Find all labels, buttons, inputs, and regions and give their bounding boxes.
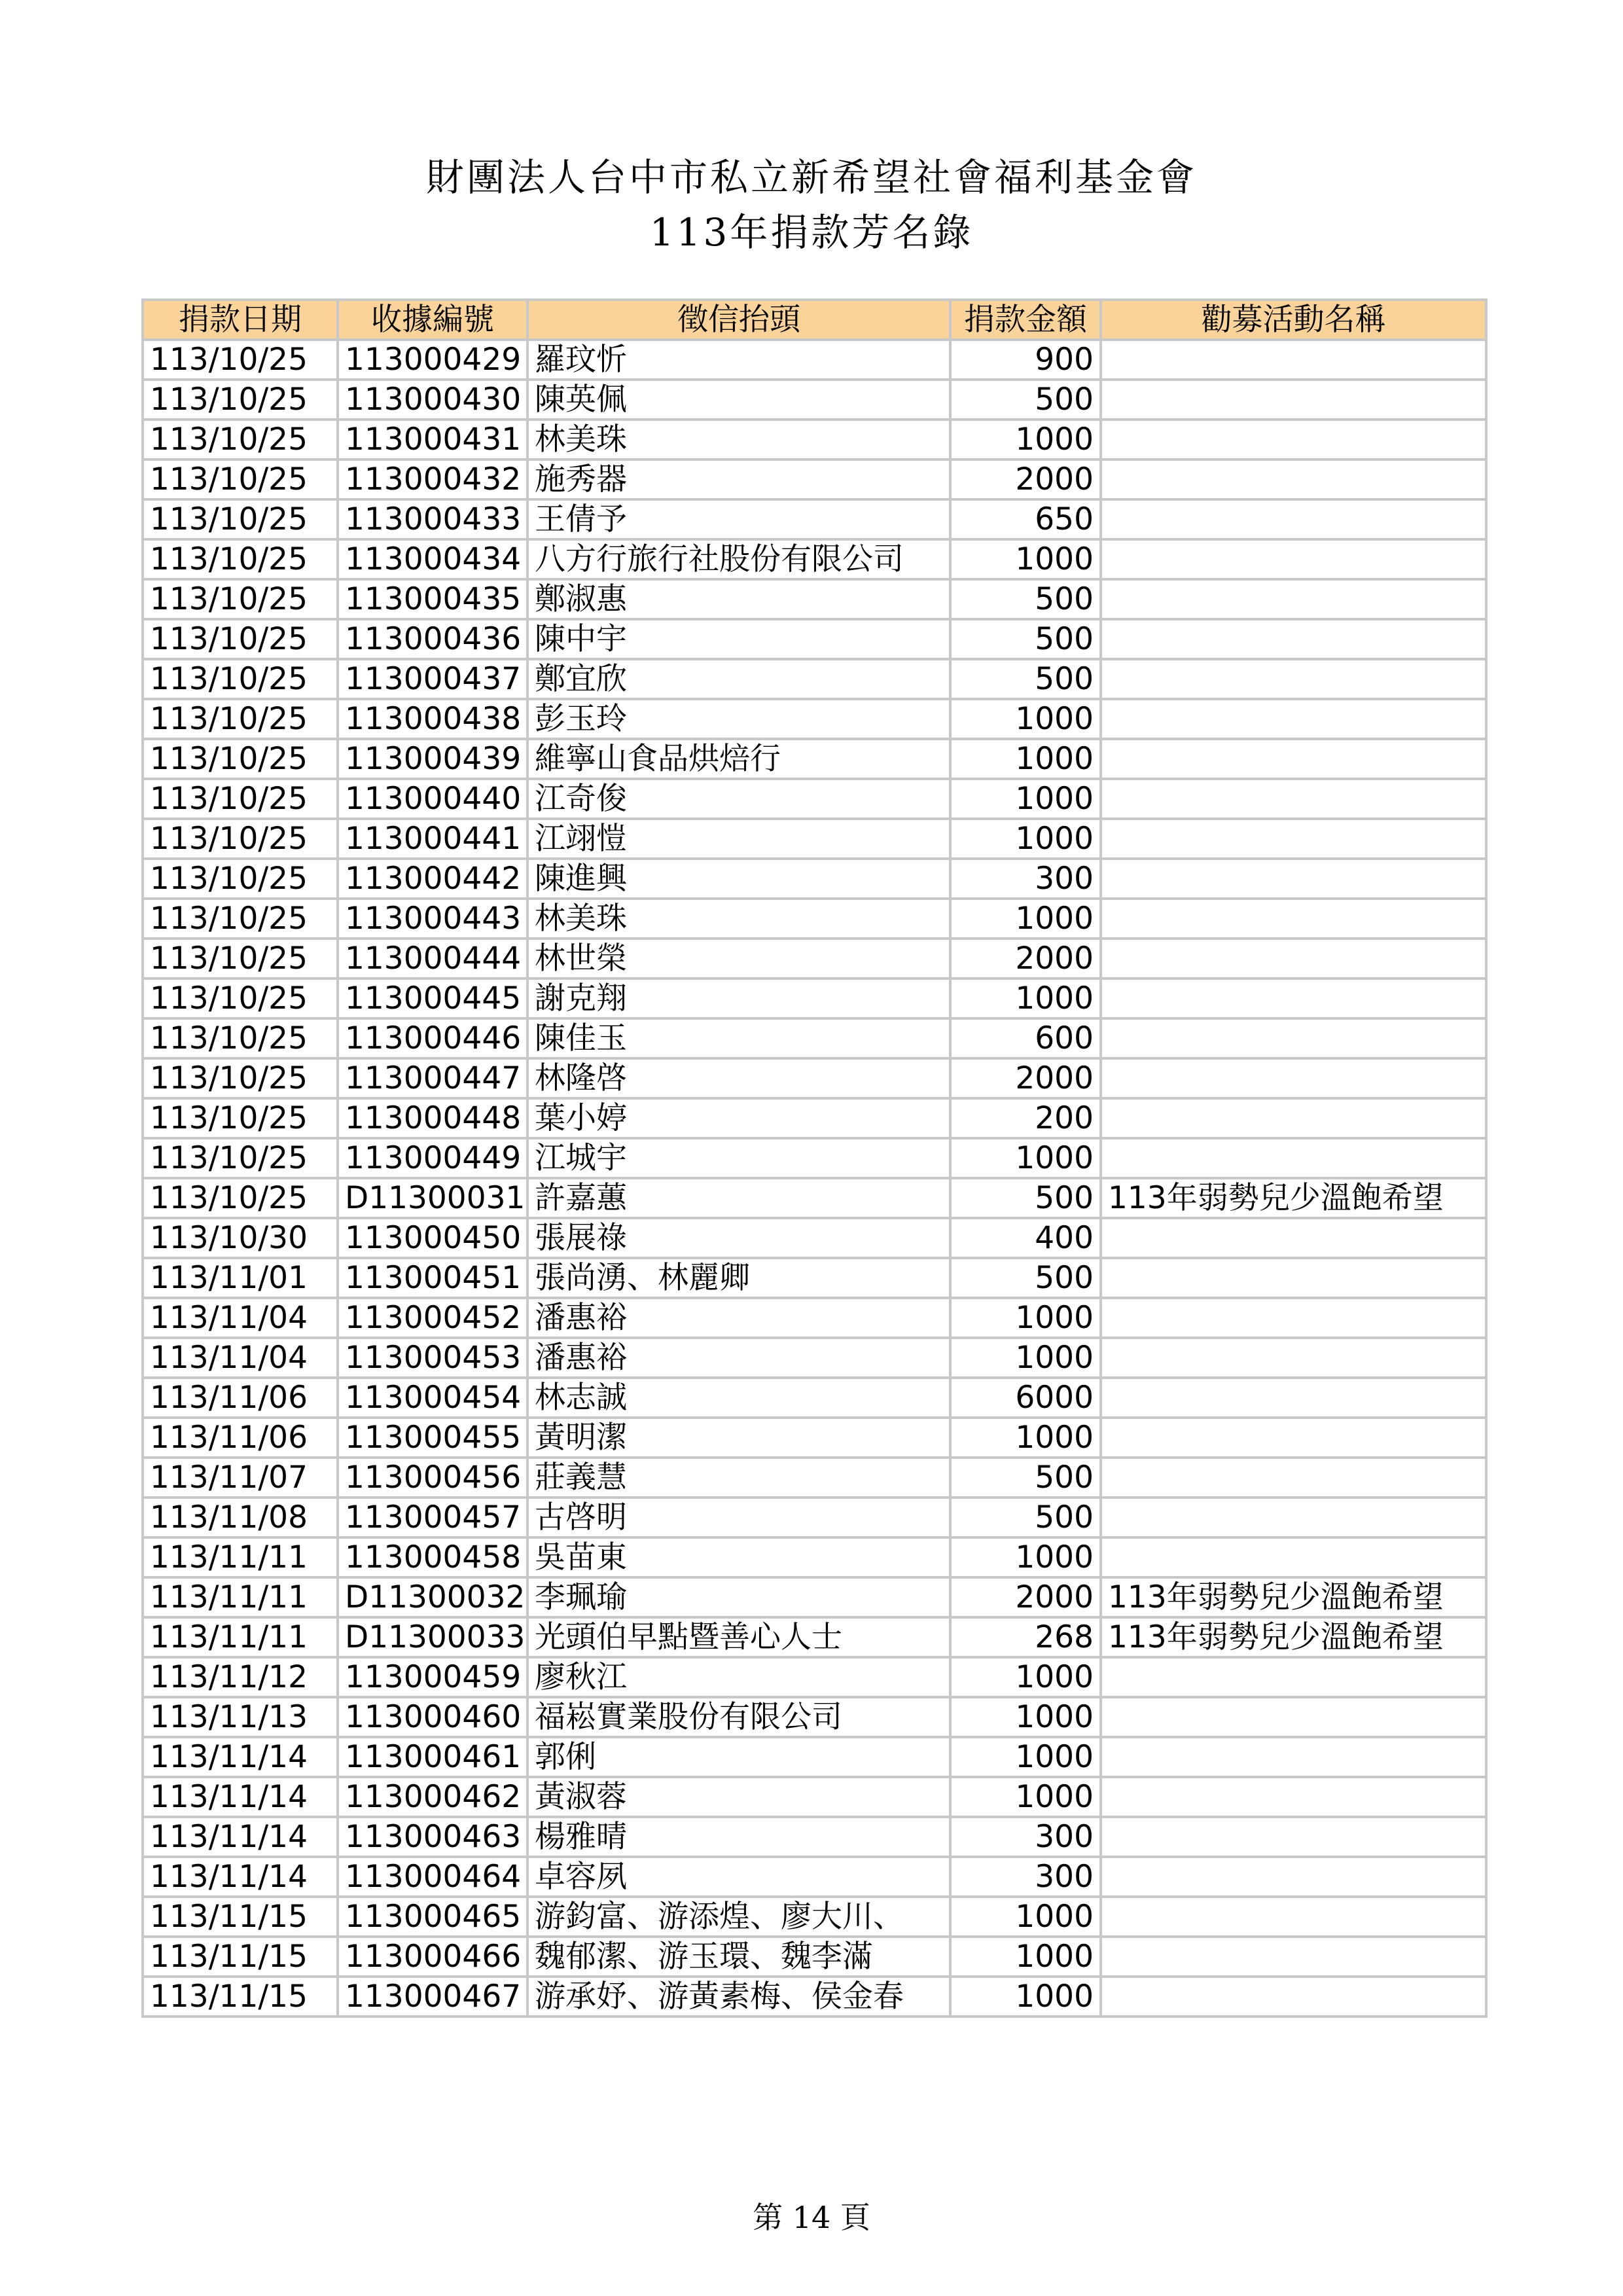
receipt-number-cell: 113000432 (338, 459, 527, 499)
donation-date-cell: 113/11/08 (143, 1498, 338, 1537)
table-row (143, 1577, 1486, 1617)
donation-date-cell: 113/10/25 (143, 459, 338, 499)
campaign-cell (1101, 1857, 1486, 1897)
donor-name-cell: 張尚湧、林麗卿 (527, 1258, 950, 1298)
receipt-number-cell: 113000429 (338, 340, 527, 380)
donor-name-cell: 施秀器 (527, 459, 950, 499)
amount-cell: 500 (950, 380, 1101, 420)
donor-name-cell: 陳中宇 (527, 619, 950, 659)
table-header (143, 300, 1486, 340)
amount-cell: 1000 (950, 1298, 1101, 1338)
donor-name-cell: 莊義慧 (527, 1458, 950, 1498)
donation-date-cell: 113/11/15 (143, 1897, 338, 1937)
donation-date-cell: 113/10/25 (143, 819, 338, 859)
table-row (143, 1617, 1486, 1657)
table-row (143, 619, 1486, 659)
table-row (143, 1937, 1486, 1977)
donor-name-cell: 福崧實業股份有限公司 (527, 1697, 950, 1737)
campaign-cell (1101, 1018, 1486, 1058)
table-row (143, 340, 1486, 380)
donor-name-cell: 魏郁潔、游玉環、魏李滿 (527, 1937, 950, 1977)
column-header-amount: 捐款金額 (950, 300, 1101, 340)
receipt-number-cell: D11300031 (338, 1178, 527, 1218)
amount-cell: 500 (950, 659, 1101, 699)
donation-date-cell: 113/11/14 (143, 1777, 338, 1817)
table-row (143, 1697, 1486, 1737)
table-row (143, 899, 1486, 939)
campaign-cell (1101, 779, 1486, 819)
donor-name-cell: 李珮瑜 (527, 1577, 950, 1617)
receipt-number-cell: 113000452 (338, 1298, 527, 1338)
table-row (143, 459, 1486, 499)
campaign-cell (1101, 539, 1486, 579)
amount-cell: 500 (950, 1458, 1101, 1498)
donor-name-cell: 鄭宜欣 (527, 659, 950, 699)
donation-date-cell: 113/11/04 (143, 1298, 338, 1338)
campaign-cell: 113年弱勢兒少溫飽希望 (1101, 1617, 1486, 1657)
campaign-cell (1101, 1657, 1486, 1697)
amount-cell: 600 (950, 1018, 1101, 1058)
receipt-number-cell: 113000445 (338, 978, 527, 1018)
receipt-number-cell: 113000435 (338, 579, 527, 619)
donor-name-cell: 游鈞富、游添煌、廖大川、 (527, 1897, 950, 1937)
amount-cell: 1000 (950, 1777, 1101, 1817)
amount-cell: 500 (950, 1498, 1101, 1537)
donation-date-cell: 113/11/14 (143, 1737, 338, 1777)
donor-name-cell: 黃淑蓉 (527, 1777, 950, 1817)
amount-cell: 1000 (950, 1537, 1101, 1577)
donor-name-cell: 林志誠 (527, 1378, 950, 1418)
table-row (143, 819, 1486, 859)
amount-cell: 1000 (950, 1338, 1101, 1378)
receipt-number-cell: 113000455 (338, 1418, 527, 1458)
campaign-cell (1101, 739, 1486, 779)
table-row (143, 1418, 1486, 1458)
receipt-number-cell: 113000448 (338, 1098, 527, 1138)
table-row (143, 1817, 1486, 1857)
amount-cell: 1000 (950, 1977, 1101, 2017)
amount-cell: 1000 (950, 699, 1101, 739)
campaign-cell (1101, 939, 1486, 978)
campaign-cell: 113年弱勢兒少溫飽希望 (1101, 1178, 1486, 1218)
column-header-campaign: 勸募活動名稱 (1101, 300, 1486, 340)
amount-cell: 500 (950, 579, 1101, 619)
donor-name-cell: 江城宇 (527, 1138, 950, 1178)
donor-name-cell: 王倩予 (527, 499, 950, 539)
donation-date-cell: 113/11/15 (143, 1977, 338, 2017)
table-row (143, 699, 1486, 739)
donor-name-cell: 許嘉蕙 (527, 1178, 950, 1218)
campaign-cell (1101, 1338, 1486, 1378)
donation-date-cell: 113/10/25 (143, 1178, 338, 1218)
campaign-cell (1101, 1138, 1486, 1178)
donation-date-cell: 113/11/11 (143, 1537, 338, 1577)
receipt-number-cell: 113000439 (338, 739, 527, 779)
table-row (143, 1458, 1486, 1498)
campaign-cell (1101, 1378, 1486, 1418)
amount-cell: 1000 (950, 1657, 1101, 1697)
donation-date-cell: 113/10/25 (143, 1058, 338, 1098)
donation-date-cell: 113/11/12 (143, 1657, 338, 1697)
table-row (143, 1777, 1486, 1817)
receipt-number-cell: 113000434 (338, 539, 527, 579)
donor-name-cell: 潘惠裕 (527, 1298, 950, 1338)
receipt-number-cell: 113000458 (338, 1537, 527, 1577)
donor-name-cell: 游承妤、游黃素梅、侯金春 (527, 1977, 950, 2017)
campaign-cell (1101, 899, 1486, 939)
amount-cell: 200 (950, 1098, 1101, 1138)
donor-name-cell: 江翊愷 (527, 819, 950, 859)
amount-cell: 2000 (950, 939, 1101, 978)
table-row (143, 1058, 1486, 1098)
donor-name-cell: 八方行旅行社股份有限公司 (527, 539, 950, 579)
donation-date-cell: 113/10/25 (143, 1018, 338, 1058)
campaign-cell (1101, 1498, 1486, 1537)
amount-cell: 300 (950, 859, 1101, 899)
table-row (143, 1657, 1486, 1697)
donation-date-cell: 113/10/25 (143, 619, 338, 659)
campaign-cell (1101, 579, 1486, 619)
donor-name-cell: 林美珠 (527, 420, 950, 459)
donation-date-cell: 113/11/11 (143, 1577, 338, 1617)
receipt-number-cell: 113000440 (338, 779, 527, 819)
donation-date-cell: 113/10/25 (143, 1098, 338, 1138)
table-row (143, 939, 1486, 978)
amount-cell: 1000 (950, 739, 1101, 779)
campaign-cell (1101, 1537, 1486, 1577)
receipt-number-cell: 113000461 (338, 1737, 527, 1777)
table-row (143, 1537, 1486, 1577)
receipt-number-cell: 113000451 (338, 1258, 527, 1298)
donor-name-cell: 潘惠裕 (527, 1338, 950, 1378)
receipt-number-cell: 113000446 (338, 1018, 527, 1058)
donation-date-cell: 113/10/25 (143, 420, 338, 459)
donation-date-cell: 113/11/15 (143, 1937, 338, 1977)
campaign-cell (1101, 1737, 1486, 1777)
donation-date-cell: 113/10/25 (143, 739, 338, 779)
table-row (143, 380, 1486, 420)
amount-cell: 1000 (950, 1897, 1101, 1937)
receipt-number-cell: 113000463 (338, 1817, 527, 1857)
donor-name-cell: 張展祿 (527, 1218, 950, 1258)
donation-date-cell: 113/11/14 (143, 1817, 338, 1857)
amount-cell: 1000 (950, 779, 1101, 819)
donor-name-cell: 郭俐 (527, 1737, 950, 1777)
campaign-cell: 113年弱勢兒少溫飽希望 (1101, 1577, 1486, 1617)
donation-date-cell: 113/10/30 (143, 1218, 338, 1258)
receipt-number-cell: 113000438 (338, 699, 527, 739)
receipt-number-cell: 113000433 (338, 499, 527, 539)
column-header-date: 捐款日期 (143, 300, 338, 340)
table-row (143, 1138, 1486, 1178)
donation-date-cell: 113/10/25 (143, 939, 338, 978)
table-body (143, 340, 1486, 2017)
receipt-number-cell: 113000447 (338, 1058, 527, 1098)
table-row (143, 1178, 1486, 1218)
campaign-cell (1101, 1777, 1486, 1817)
campaign-cell (1101, 699, 1486, 739)
donor-name-cell: 林美珠 (527, 899, 950, 939)
donor-name-cell: 吳苗東 (527, 1537, 950, 1577)
donation-date-cell: 113/11/06 (143, 1418, 338, 1458)
column-header-donor-name: 徵信抬頭 (527, 300, 950, 340)
campaign-cell (1101, 380, 1486, 420)
receipt-number-cell: 113000430 (338, 380, 527, 420)
receipt-number-cell: 113000437 (338, 659, 527, 699)
receipt-number-cell: 113000436 (338, 619, 527, 659)
amount-cell: 300 (950, 1817, 1101, 1857)
receipt-number-cell: 113000462 (338, 1777, 527, 1817)
receipt-number-cell: 113000443 (338, 899, 527, 939)
amount-cell: 1000 (950, 899, 1101, 939)
donation-date-cell: 113/11/06 (143, 1378, 338, 1418)
amount-cell: 400 (950, 1218, 1101, 1258)
receipt-number-cell: 113000442 (338, 859, 527, 899)
amount-cell: 1000 (950, 539, 1101, 579)
campaign-cell (1101, 1258, 1486, 1298)
amount-cell: 500 (950, 1258, 1101, 1298)
donor-name-cell: 黃明潔 (527, 1418, 950, 1458)
donation-date-cell: 113/10/25 (143, 659, 338, 699)
amount-cell: 500 (950, 1178, 1101, 1218)
campaign-cell (1101, 1977, 1486, 2017)
donation-date-cell: 113/11/01 (143, 1258, 338, 1298)
receipt-number-cell: D11300032 (338, 1577, 527, 1617)
amount-cell: 1000 (950, 819, 1101, 859)
campaign-cell (1101, 1458, 1486, 1498)
donor-name-cell: 江奇俊 (527, 779, 950, 819)
campaign-cell (1101, 1897, 1486, 1937)
amount-cell: 2000 (950, 459, 1101, 499)
table-row (143, 1218, 1486, 1258)
table-row (143, 1378, 1486, 1418)
table-row (143, 1498, 1486, 1537)
page-number: 第 14 頁 (753, 2200, 870, 2235)
receipt-number-cell: 113000431 (338, 420, 527, 459)
donation-date-cell: 113/10/25 (143, 899, 338, 939)
amount-cell: 1000 (950, 1418, 1101, 1458)
table-row (143, 1258, 1486, 1298)
donor-name-cell: 陳佳玉 (527, 1018, 950, 1058)
donation-date-cell: 113/11/13 (143, 1697, 338, 1737)
donor-name-cell: 林隆啓 (527, 1058, 950, 1098)
donor-name-cell: 羅玟忻 (527, 340, 950, 380)
table-row (143, 1098, 1486, 1138)
amount-cell: 1000 (950, 1937, 1101, 1977)
donor-name-cell: 謝克翔 (527, 978, 950, 1018)
campaign-cell (1101, 1098, 1486, 1138)
table-row (143, 659, 1486, 699)
amount-cell: 1000 (950, 420, 1101, 459)
table-row (143, 779, 1486, 819)
table-row (143, 1977, 1486, 2017)
donor-name-cell: 維寧山食品烘焙行 (527, 739, 950, 779)
receipt-number-cell: 113000453 (338, 1338, 527, 1378)
donation-table (141, 298, 1488, 2018)
donation-date-cell: 113/11/04 (143, 1338, 338, 1378)
campaign-cell (1101, 459, 1486, 499)
campaign-cell (1101, 420, 1486, 459)
table-row (143, 1897, 1486, 1937)
donation-date-cell: 113/10/25 (143, 579, 338, 619)
donation-date-cell: 113/10/25 (143, 978, 338, 1018)
amount-cell: 1000 (950, 1697, 1101, 1737)
campaign-cell (1101, 1298, 1486, 1338)
donor-name-cell: 光頭伯早點暨善心人士 (527, 1617, 950, 1657)
campaign-cell (1101, 1418, 1486, 1458)
campaign-cell (1101, 1218, 1486, 1258)
amount-cell: 1000 (950, 1138, 1101, 1178)
donation-date-cell: 113/11/14 (143, 1857, 338, 1897)
table-row (143, 1857, 1486, 1897)
donation-date-cell: 113/10/25 (143, 779, 338, 819)
receipt-number-cell: 113000459 (338, 1657, 527, 1697)
receipt-number-cell: 113000465 (338, 1897, 527, 1937)
donation-date-cell: 113/10/25 (143, 539, 338, 579)
receipt-number-cell: 113000460 (338, 1697, 527, 1737)
amount-cell: 1000 (950, 1737, 1101, 1777)
donation-date-cell: 113/10/25 (143, 699, 338, 739)
donor-name-cell: 廖秋江 (527, 1657, 950, 1697)
donor-name-cell: 陳英佩 (527, 380, 950, 420)
amount-cell: 268 (950, 1617, 1101, 1657)
receipt-number-cell: 113000467 (338, 1977, 527, 2017)
campaign-cell (1101, 659, 1486, 699)
table-row (143, 420, 1486, 459)
table-header-row (143, 300, 1486, 340)
receipt-number-cell: 113000454 (338, 1378, 527, 1418)
receipt-number-cell: D11300033 (338, 1617, 527, 1657)
receipt-number-cell: 113000456 (338, 1458, 527, 1498)
receipt-number-cell: 113000464 (338, 1857, 527, 1897)
table-row (143, 499, 1486, 539)
campaign-cell (1101, 1058, 1486, 1098)
donor-name-cell: 鄭淑惠 (527, 579, 950, 619)
donor-name-cell: 葉小婷 (527, 1098, 950, 1138)
campaign-cell (1101, 819, 1486, 859)
amount-cell: 650 (950, 499, 1101, 539)
donation-date-cell: 113/11/07 (143, 1458, 338, 1498)
donor-name-cell: 楊雅晴 (527, 1817, 950, 1857)
campaign-cell (1101, 340, 1486, 380)
campaign-cell (1101, 1817, 1486, 1857)
document-subtitle: 113年捐款芳名錄 (649, 210, 974, 255)
table-row (143, 1737, 1486, 1777)
campaign-cell (1101, 1697, 1486, 1737)
donor-name-cell: 林世榮 (527, 939, 950, 978)
amount-cell: 1000 (950, 978, 1101, 1018)
donor-name-cell: 陳進興 (527, 859, 950, 899)
donation-date-cell: 113/10/25 (143, 380, 338, 420)
table-row (143, 859, 1486, 899)
table-row (143, 978, 1486, 1018)
document-title: 財團法人台中市私立新希望社會福利基金會 (425, 155, 1197, 200)
receipt-number-cell: 113000449 (338, 1138, 527, 1178)
table-row (143, 1018, 1486, 1058)
table-row (143, 739, 1486, 779)
table-row (143, 539, 1486, 579)
campaign-cell (1101, 978, 1486, 1018)
receipt-number-cell: 113000444 (338, 939, 527, 978)
amount-cell: 300 (950, 1857, 1101, 1897)
receipt-number-cell: 113000450 (338, 1218, 527, 1258)
amount-cell: 500 (950, 619, 1101, 659)
table-row (143, 1298, 1486, 1338)
campaign-cell (1101, 499, 1486, 539)
amount-cell: 2000 (950, 1058, 1101, 1098)
column-header-receipt-number: 收據編號 (338, 300, 527, 340)
receipt-number-cell: 113000441 (338, 819, 527, 859)
campaign-cell (1101, 1937, 1486, 1977)
donation-date-cell: 113/10/25 (143, 499, 338, 539)
table-row (143, 579, 1486, 619)
donation-date-cell: 113/10/25 (143, 1138, 338, 1178)
donor-name-cell: 彭玉玲 (527, 699, 950, 739)
donor-name-cell: 古啓明 (527, 1498, 950, 1537)
amount-cell: 2000 (950, 1577, 1101, 1617)
donation-date-cell: 113/11/11 (143, 1617, 338, 1657)
campaign-cell (1101, 619, 1486, 659)
donation-date-cell: 113/10/25 (143, 340, 338, 380)
donation-date-cell: 113/10/25 (143, 859, 338, 899)
receipt-number-cell: 113000466 (338, 1937, 527, 1977)
amount-cell: 6000 (950, 1378, 1101, 1418)
table-row (143, 1338, 1486, 1378)
receipt-number-cell: 113000457 (338, 1498, 527, 1537)
donor-name-cell: 卓容夙 (527, 1857, 950, 1897)
campaign-cell (1101, 859, 1486, 899)
amount-cell: 900 (950, 340, 1101, 380)
